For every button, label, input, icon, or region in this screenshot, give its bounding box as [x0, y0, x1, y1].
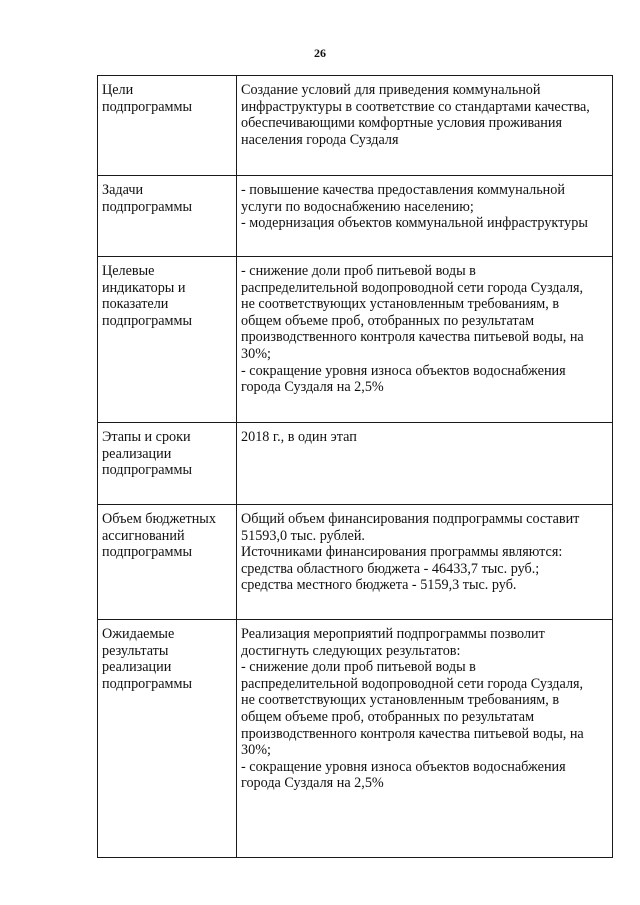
table-row-stages: [98, 423, 613, 505]
row-content-line: распределительной водопроводной сети города Суздаля,: [241, 279, 584, 296]
row-label-expected-results: [98, 620, 237, 858]
row-label-line: реализации: [102, 659, 172, 676]
row-content-line: не соответствующих установленным требованиям, в: [241, 296, 560, 313]
subprogram-passport-table: [97, 75, 613, 858]
row-content-tasks: [237, 176, 613, 257]
row-content-stages: [237, 423, 613, 505]
row-label-line: результаты: [102, 642, 169, 659]
table-row-tasks: [98, 176, 613, 257]
row-label-goals: [98, 76, 237, 176]
row-content-line: достигнуть следующих результатов:: [241, 642, 461, 659]
row-label-line: Задачи: [102, 182, 144, 198]
row-label-stages: [98, 423, 237, 505]
row-label-line: реализации: [102, 445, 172, 462]
table-row-indicators: [98, 257, 613, 423]
row-label-line: индикаторы и: [102, 279, 186, 296]
row-content-line: населения города Суздаля: [241, 131, 399, 148]
row-content-line: Источниками финансирования программы являются:: [241, 544, 563, 561]
row-content-line: - снижение доли проб питьевой воды в: [241, 659, 476, 676]
row-label-budget: [98, 505, 237, 620]
row-content-budget: [237, 505, 613, 620]
row-content-line: не соответствующих установленным требованиям, в: [241, 692, 560, 709]
row-content-line: Реализация мероприятий подпрограммы позволит: [241, 626, 545, 642]
row-content-line: средства местного бюджета - 5159,3 тыс. руб.: [241, 577, 517, 594]
row-content-line: общем объеме проб, отобранных по результатам: [241, 312, 535, 329]
row-label-line: Ожидаемые: [102, 626, 175, 642]
row-label-line: подпрограммы: [102, 98, 192, 115]
row-label-line: Объем бюджетных: [102, 511, 216, 527]
row-content-line: производственного контроля качества питьевой воды, на: [241, 725, 584, 742]
row-content-expected-results: [237, 620, 613, 858]
row-content-line: 30%;: [241, 345, 271, 362]
row-content-line: города Суздаля на 2,5%: [241, 775, 384, 792]
row-label-line: Целевые: [102, 263, 155, 279]
row-content-line: города Суздаля на 2,5%: [241, 379, 384, 396]
table-row-goals: [98, 76, 613, 176]
table-row-budget: [98, 505, 613, 620]
row-content-line: распределительной водопроводной сети города Суздаля,: [241, 675, 584, 692]
row-label-line: показатели: [102, 296, 169, 313]
row-content-line: - повышение качества предоставления коммунальной: [241, 182, 565, 198]
row-label-line: Этапы и сроки: [102, 429, 191, 445]
row-content-line: средства областного бюджета - 46433,7 тыс. руб.;: [241, 560, 540, 577]
row-content-line: обеспечивающими комфортные условия проживания: [241, 115, 562, 132]
row-content-line: - сокращение уровня износа объектов водоснабжения: [241, 362, 566, 379]
row-label-line: подпрограммы: [102, 544, 192, 561]
row-label-line: подпрограммы: [102, 675, 192, 692]
row-label-tasks: [98, 176, 237, 257]
row-label-line: ассигнований: [102, 527, 185, 544]
row-content-line: - модернизация объектов коммунальной инфраструктуры: [241, 215, 588, 232]
row-label-line: подпрограммы: [102, 462, 192, 479]
row-content-line: услуги по водоснабжению населению;: [241, 198, 474, 215]
row-content-line: 51593,0 тыс. рублей.: [241, 527, 365, 544]
row-content-line: инфраструктуры в соответствие со стандартами качества,: [241, 98, 590, 115]
row-content-line: 30%;: [241, 742, 271, 759]
row-content-line: общем объеме проб, отобранных по результатам: [241, 708, 535, 725]
row-content-line: Создание условий для приведения коммунальной: [241, 82, 541, 98]
row-label-line: Цели: [102, 82, 134, 98]
row-content-indicators: [237, 257, 613, 423]
row-label-indicators: [98, 257, 237, 423]
row-content-line: Общий объем финансирования подпрограммы составит: [241, 511, 580, 527]
row-content-line: 2018 г., в один этап: [241, 429, 357, 445]
row-label-line: подпрограммы: [102, 312, 192, 329]
row-content-line: - снижение доли проб питьевой воды в: [241, 263, 476, 279]
page-number: 26: [314, 46, 326, 60]
row-content-line: - сокращение уровня износа объектов водоснабжения: [241, 758, 566, 775]
row-label-line: подпрограммы: [102, 198, 192, 215]
row-content-goals: [237, 76, 613, 176]
row-content-line: производственного контроля качества питьевой воды, на: [241, 329, 584, 346]
table-row-expected-results: [98, 620, 613, 858]
